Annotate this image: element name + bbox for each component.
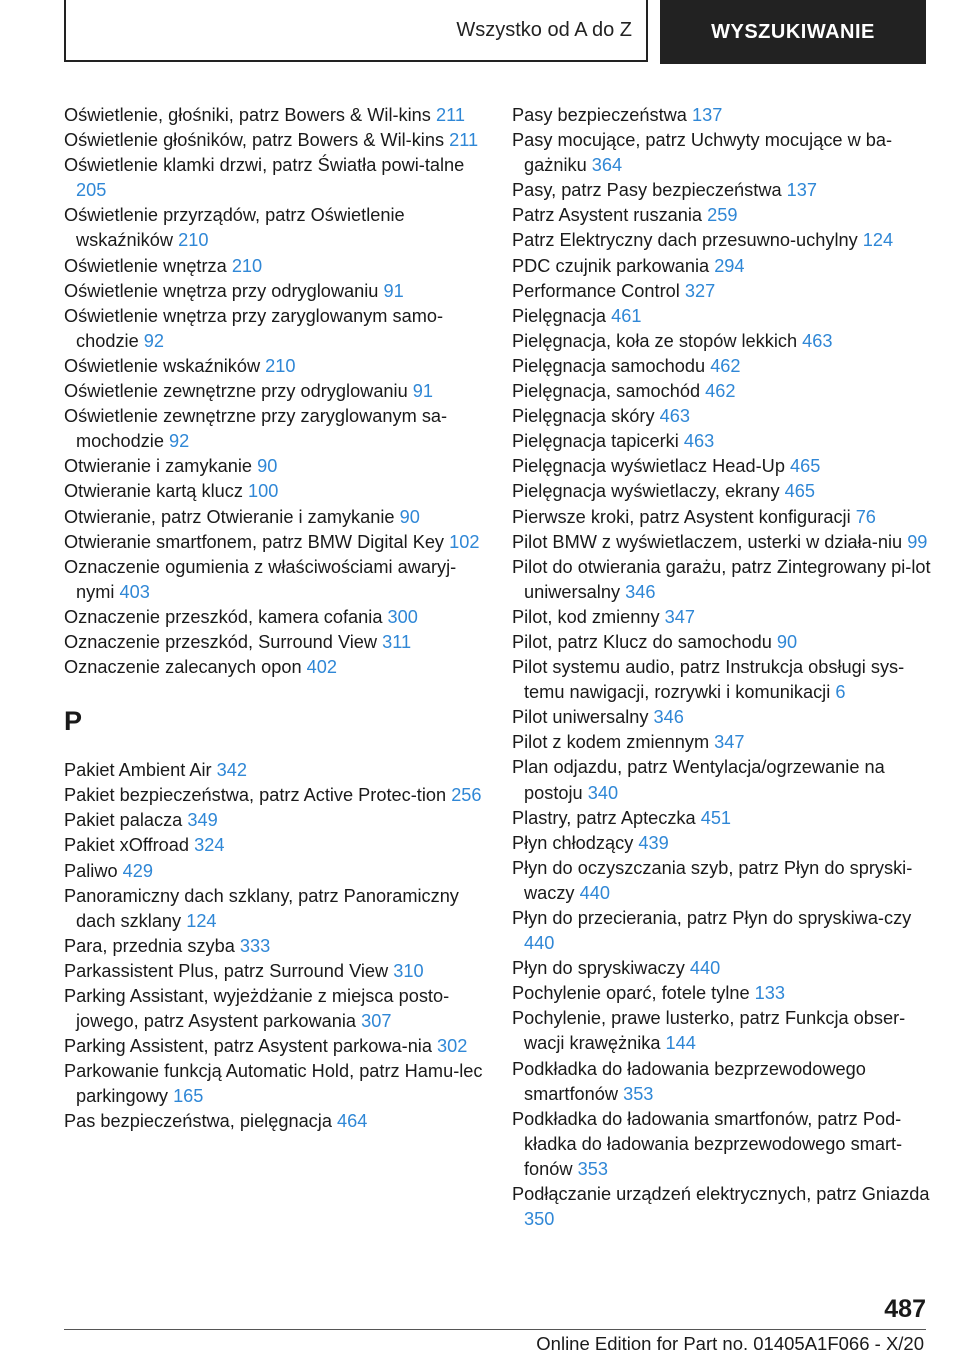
entry-text: Płyn chłodzący	[512, 832, 634, 853]
page-link[interactable]: 464	[337, 1111, 368, 1132]
entry-text: Płyn do oczyszczania szyb, patrz Płyn do spryski‐waczy	[512, 857, 913, 903]
entry-text: Oświetlenie wskaźników	[64, 355, 261, 376]
entry-text: Parking Assistant, wyjeżdżanie z miejsca posto‐jowego, patrz Asystent parkowania	[64, 986, 450, 1032]
index-entry	[64, 379, 484, 404]
index-entry	[64, 758, 484, 783]
page-link[interactable]: 347	[664, 606, 696, 627]
page-link[interactable]: 451	[700, 807, 732, 828]
index-entry	[512, 304, 932, 329]
entry-text: Pochylenie oparć, fotele tylne	[512, 983, 750, 1004]
page-link[interactable]: 90	[399, 506, 420, 527]
index-entry	[64, 934, 484, 959]
page-link[interactable]: 307	[361, 1011, 392, 1032]
entry-text: Pasy, patrz Pasy bezpieczeństwa	[512, 180, 782, 201]
entry-text: Oświetlenie wnętrza	[64, 255, 227, 276]
page-link[interactable]: 403	[119, 581, 150, 602]
index-entry	[512, 981, 932, 1006]
index-entry	[64, 479, 484, 504]
entry-text: Pilot BMW z wyświetlaczem, usterki w działa‐niu	[512, 531, 903, 552]
index-entry	[512, 605, 932, 630]
index-entry	[512, 379, 932, 404]
index-entry	[64, 454, 484, 479]
entry-text: Pilot do otwierania garażu, patrz Zintegrowany pi‐lot uniwersalny	[512, 556, 931, 602]
index-entry	[64, 884, 484, 934]
page-link[interactable]: 429	[122, 860, 153, 881]
index-entry	[512, 906, 932, 956]
header-bar	[64, 0, 926, 64]
index-column-left	[64, 103, 484, 1135]
index-entry	[64, 859, 484, 884]
index-entry	[64, 103, 484, 128]
index-entry	[512, 329, 932, 354]
page-link[interactable]: 133	[754, 983, 786, 1004]
entry-text: Pasy mocujące, patrz Uchwyty mocujące w ba‐gażniku	[512, 130, 893, 176]
page-link[interactable]: 311	[382, 631, 412, 652]
page-link[interactable]: 463	[683, 431, 715, 452]
page-link[interactable]: 324	[194, 835, 225, 856]
page-link[interactable]: 102	[449, 531, 480, 552]
index-entry	[512, 279, 932, 304]
entry-text: Pielęgnacja, samochód	[512, 381, 701, 402]
entry-text: Otwieranie, patrz Otwieranie i zamykanie	[64, 506, 395, 527]
page-link[interactable]: 346	[625, 581, 656, 602]
entry-text: Patrz Elektryczny dach przesuwno-uchylny	[512, 230, 858, 251]
index-group-p-continued	[512, 103, 932, 1232]
page-link[interactable]: 259	[707, 205, 738, 226]
index-entry	[512, 956, 932, 981]
entry-text: Oświetlenie głośników, patrz Bowers & Wil‐kins	[64, 130, 445, 151]
entry-text: Pakiet palacza	[64, 810, 183, 831]
page-link[interactable]: 76	[855, 506, 876, 527]
entry-text: Otwieranie i zamykanie	[64, 456, 253, 477]
entry-text: Pielęgnacja, koła ze stopów lekkich	[512, 330, 798, 351]
index-column-right	[512, 103, 932, 1232]
footer-divider	[64, 1329, 926, 1330]
index-entry	[64, 404, 484, 454]
page-link[interactable]: 6	[835, 682, 846, 703]
index-entry	[512, 479, 932, 504]
page-link[interactable]: 347	[714, 732, 745, 753]
page-link[interactable]: 462	[710, 355, 741, 376]
entry-text: Otwieranie kartą klucz	[64, 481, 243, 502]
page-link[interactable]: 346	[653, 707, 684, 728]
page-link[interactable]: 92	[169, 431, 190, 452]
tab-search[interactable]: WYSZUKIWANIE	[660, 0, 926, 64]
section-letter: P	[64, 706, 83, 737]
index-entry	[64, 783, 484, 808]
index-entry	[64, 1059, 484, 1109]
entry-text: Parkassistent Plus, patrz Surround View	[64, 960, 389, 981]
index-entry	[64, 959, 484, 984]
index-entry	[512, 655, 932, 705]
entry-text: Plastry, patrz Apteczka	[512, 807, 696, 828]
entry-text: Pilot, kod zmienny	[512, 606, 660, 627]
entry-text: Oświetlenie, głośniki, patrz Bowers & Wil‐kins	[64, 105, 431, 125]
page-link[interactable]: 205	[76, 180, 107, 201]
index-entry	[512, 429, 932, 454]
entry-text: Podłączanie urządzeń elektrycznych, patrz Gniazda	[512, 1184, 930, 1205]
page-link[interactable]: 256	[451, 785, 482, 806]
entry-text: Pielęgnacja skóry	[512, 406, 655, 427]
entry-text: Pielęgnacja wyświetlacz Head-Up	[512, 456, 785, 477]
entry-text: Panoramiczny dach szklany, patrz Panoramiczny dach szklany	[64, 885, 459, 931]
page-link[interactable]: 439	[638, 832, 669, 853]
page-link[interactable]: 440	[524, 933, 555, 954]
page-link[interactable]: 353	[623, 1083, 654, 1104]
entry-text: Pielęgnacja	[512, 305, 607, 326]
page-link[interactable]: 91	[412, 381, 434, 402]
entry-text: Pierwsze kroki, patrz Asystent konfiguracji	[512, 506, 851, 527]
index-entry	[512, 705, 932, 730]
page-link[interactable]: 211	[435, 105, 465, 125]
page-link[interactable]: 210	[265, 355, 296, 376]
index-entry	[64, 128, 484, 153]
page-link[interactable]: 461	[611, 305, 642, 326]
entry-text: Podkładka do ładowania smartfonów, patrz Pod‐kładka do ładowania bezprzewodowego smart‐fonów	[512, 1108, 903, 1179]
entry-text: Parkowanie funkcją Automatic Hold, patrz Hamu‐lec parkingowy	[64, 1061, 483, 1107]
entry-text: Oznaczenie przeszkód, Surround View	[64, 631, 378, 652]
index-entry	[512, 530, 932, 555]
index-entry	[512, 203, 932, 228]
index-entry	[512, 354, 932, 379]
index-entry	[64, 1109, 484, 1134]
entry-text: Oświetlenie zewnętrzne przy odryglowaniu	[64, 381, 408, 402]
page-link[interactable]: 137	[786, 180, 817, 201]
page-link[interactable]: 294	[714, 255, 745, 276]
page-link[interactable]: 465	[790, 456, 821, 477]
index-entry	[64, 153, 484, 203]
entry-text: Pas bezpieczeństwa, pielęgnacja	[64, 1111, 332, 1132]
index-entry	[512, 103, 932, 128]
page-link[interactable]: 462	[705, 381, 736, 402]
entry-text: PDC czujnik parkowania	[512, 255, 710, 276]
page-link[interactable]: 90	[776, 631, 798, 652]
page-link[interactable]: 349	[187, 810, 218, 831]
index-entry	[64, 354, 484, 379]
entry-text: Pielęgnacja wyświetlaczy, ekrany	[512, 481, 780, 502]
index-entry	[512, 505, 932, 530]
page-link[interactable]: 353	[577, 1158, 608, 1179]
entry-text: Oznaczenie przeszkód, kamera cofania	[64, 606, 383, 627]
index-entry	[64, 203, 484, 253]
index-group-o	[64, 103, 484, 680]
entry-text: Pasy bezpieczeństwa	[512, 105, 687, 125]
index-entry	[512, 1182, 932, 1232]
index-entry	[64, 833, 484, 858]
index-entry	[64, 984, 484, 1034]
page-link[interactable]: 124	[186, 910, 217, 931]
index-entry	[512, 1057, 932, 1107]
page-link[interactable]: 333	[239, 935, 271, 956]
entry-text: Pilot systemu audio, patrz Instrukcja obsługi sys‐temu nawigacji, rozrywki i komunikacji	[512, 657, 905, 703]
index-entry	[512, 856, 932, 906]
page-link[interactable]: 165	[173, 1086, 204, 1107]
page-link[interactable]: 310	[393, 960, 424, 981]
page-link[interactable]: 92	[143, 330, 164, 351]
page-link[interactable]: 144	[665, 1033, 696, 1054]
index-entry	[512, 454, 932, 479]
index-entry	[512, 404, 932, 429]
index-entry	[64, 505, 484, 530]
entry-text: Oświetlenie przyrządów, patrz Oświetlenie wskaźników	[64, 205, 405, 251]
index-entry	[512, 254, 932, 279]
page-link[interactable]: 440	[689, 958, 721, 979]
page-link[interactable]: 90	[257, 456, 278, 477]
page-link[interactable]: 211	[449, 130, 479, 151]
page-link[interactable]: 300	[387, 606, 418, 627]
page-link[interactable]: 350	[524, 1209, 555, 1230]
page-link[interactable]: 210	[231, 255, 263, 276]
index-entry	[64, 808, 484, 833]
index-entry	[512, 630, 932, 655]
entry-text: Oświetlenie wnętrza przy odryglowaniu	[64, 280, 379, 301]
index-entry	[512, 178, 932, 203]
index-entry	[512, 806, 932, 831]
page-link[interactable]: 210	[178, 230, 209, 251]
entry-text: Pielęgnacja samochodu	[512, 355, 706, 376]
entry-text: Oświetlenie wnętrza przy zaryglowanym samo‐chodzie	[64, 305, 444, 351]
page-link[interactable]: 100	[247, 481, 279, 502]
entry-text: Pochylenie, prawe lusterko, patrz Funkcja obser‐wacji krawężnika	[512, 1008, 906, 1054]
index-entry	[64, 304, 484, 354]
page-number: 487	[884, 1295, 926, 1323]
entry-text: Oświetlenie zewnętrzne przy zaryglowanym sa‐mochodzie	[64, 406, 448, 452]
entry-text: Plan odjazdu, patrz Wentylacja/ogrzewanie na postoju	[512, 757, 885, 803]
entry-text: Pilot, patrz Klucz do samochodu	[512, 631, 772, 652]
entry-text: Para, przednia szyba	[64, 935, 235, 956]
entry-text: Parking Assistent, patrz Asystent parkowa‐nia	[64, 1036, 432, 1057]
entry-text: Oznaczenie ogumienia z właściwościami awaryj‐nymi	[64, 556, 457, 602]
index-entry	[64, 555, 484, 605]
entry-text: Płyn do spryskiwaczy	[512, 958, 685, 979]
page-link[interactable]: 465	[784, 481, 815, 502]
page-link[interactable]: 463	[659, 406, 690, 427]
page-link[interactable]: 99	[907, 531, 928, 552]
page-link[interactable]: 91	[383, 280, 404, 301]
entry-text: Pakiet bezpieczeństwa, patrz Active Protec‐tion	[64, 785, 447, 806]
index-entry	[64, 279, 484, 304]
index-entry	[512, 831, 932, 856]
index-entry	[512, 1107, 932, 1182]
entry-text: Otwieranie smartfonem, patrz BMW Digital Key	[64, 531, 445, 552]
index-entry	[512, 755, 932, 805]
index-entry	[512, 730, 932, 755]
page-link[interactable]: 302	[437, 1036, 468, 1057]
index-entry	[64, 655, 484, 680]
tab-a-to-z[interactable]: Wszystko od A do Z	[64, 0, 648, 62]
entry-text: Płyn do przecierania, patrz Płyn do spryskiwa‐czy	[512, 908, 912, 928]
entry-text: Pakiet xOffroad	[64, 835, 190, 856]
entry-text: Oświetlenie klamki drzwi, patrz Światła powi‐talne	[64, 155, 465, 176]
index-entry	[64, 1034, 484, 1059]
page-link[interactable]: 342	[216, 760, 248, 781]
page-link[interactable]: 137	[691, 105, 723, 125]
entry-text: Paliwo	[64, 860, 118, 881]
page-link[interactable]: 124	[862, 230, 894, 251]
entry-text: Podkładka do ładowania bezprzewodowego smartfonów	[512, 1058, 866, 1104]
page-link[interactable]: 402	[306, 657, 338, 678]
index-entry	[64, 605, 484, 630]
index-entry	[64, 254, 484, 279]
page-link[interactable]: 463	[802, 330, 833, 351]
entry-text: Pilot uniwersalny	[512, 707, 649, 728]
entry-text: Pilot z kodem zmiennym	[512, 732, 710, 753]
entry-text: Oznaczenie zalecanych opon	[64, 657, 302, 678]
index-entry	[512, 128, 932, 178]
page-link[interactable]: 440	[579, 882, 610, 903]
index-entry	[512, 228, 932, 253]
entry-text: Pakiet Ambient Air	[64, 760, 212, 781]
footer-text: Online Edition for Part no. 01405A1F066 - X/20	[536, 1333, 924, 1354]
index-entry	[512, 555, 932, 605]
entry-text: Patrz Asystent ruszania	[512, 205, 703, 226]
entry-text: Performance Control	[512, 280, 680, 301]
page-link[interactable]: 340	[587, 782, 619, 803]
index-entry	[64, 630, 484, 655]
index-entry	[64, 530, 484, 555]
page-link[interactable]: 364	[591, 155, 623, 176]
index-entry	[512, 1006, 932, 1056]
page-link[interactable]: 327	[684, 280, 716, 301]
index-group-p	[64, 758, 484, 1134]
entry-text: Pielęgnacja tapicerki	[512, 431, 679, 452]
